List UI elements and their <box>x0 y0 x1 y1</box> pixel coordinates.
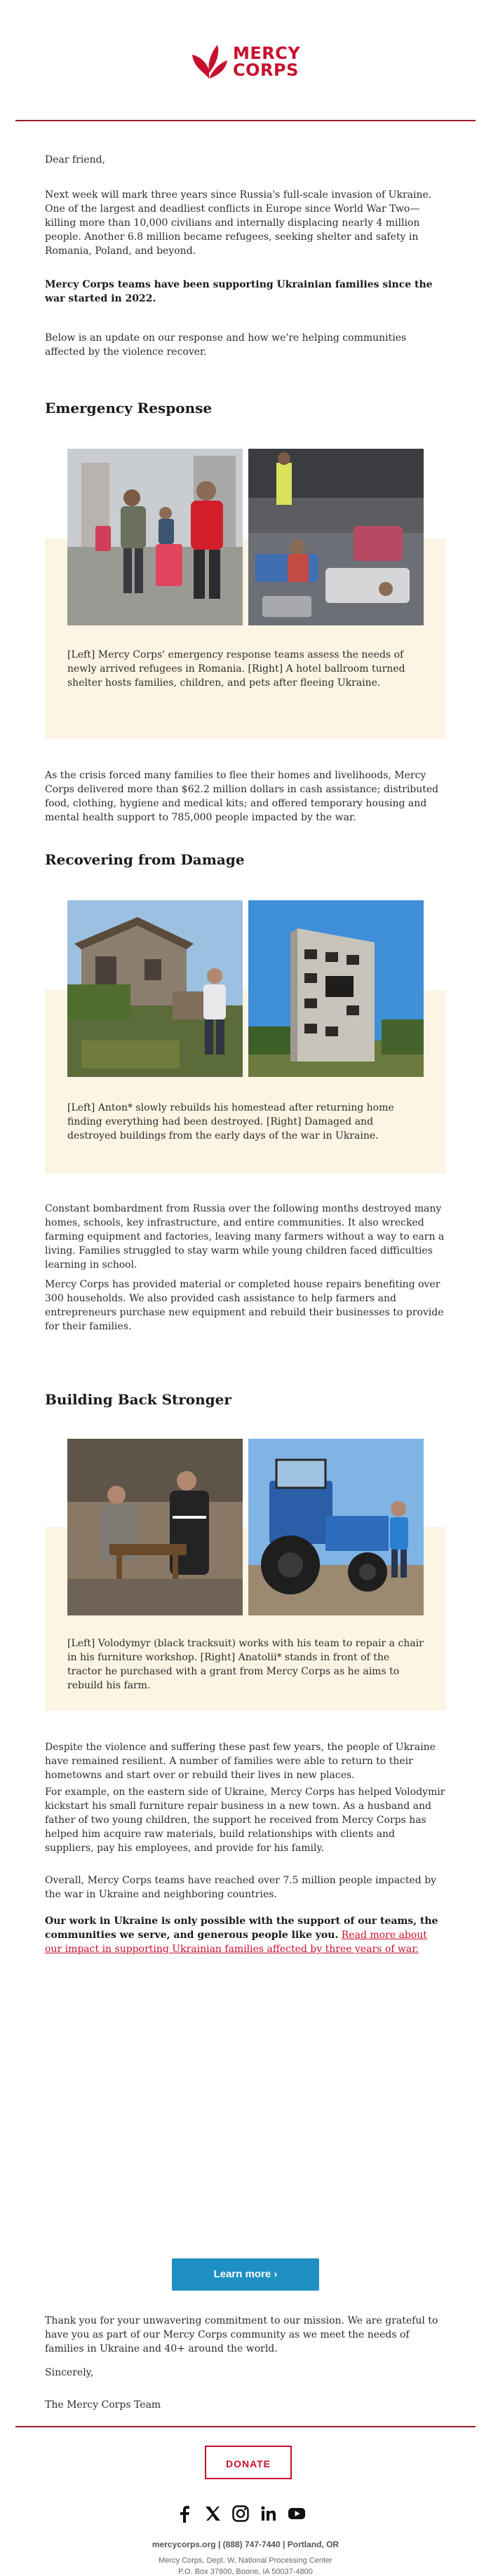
team-signature: The Mercy Corps Team <box>45 2399 161 2411</box>
section3-body-3: Overall, Mercy Corps teams have reached over 7.5 million people impacted by the war in Ukraine and neighboring countries. <box>45 1875 437 1900</box>
section-heading-emergency-response: Emergency Response <box>45 400 213 416</box>
photo-anton-homestead-image <box>67 900 243 1077</box>
photo-damaged-buildings-image <box>248 900 424 1077</box>
facebook-icon[interactable] <box>175 2504 194 2523</box>
section1-body: As the crisis forced many families to flee their homes and livelihoods, Mercy Corps delivered more than $62.2 million dollars in cash assistance; distributed food, clothing, hygiene and medical kits; and offered temporary housing and mental health support to 785,000 people impacted by the war. <box>45 770 439 823</box>
photo-anatolii-tractor-image <box>248 1439 424 1615</box>
intro-paragraph-2: Mercy Corps teams have been supporting Ukrainian families since the war started in 2022. <box>45 279 433 304</box>
donate-button[interactable]: DONATE <box>205 2446 292 2479</box>
footer-divider <box>15 2426 476 2427</box>
photo-refugees-romania-image <box>67 449 243 625</box>
logo-wordmark <box>233 45 300 79</box>
header-divider <box>15 120 476 121</box>
footer-contact: mercycorps.org | (888) 747-7440 | Portland, OR <box>152 2540 339 2549</box>
photo-anton-homestead <box>67 900 243 1077</box>
section2-caption: [Left] Anton* slowly rebuilds his homestead after returning home finding everything had been destroyed. [Right] Damaged and destroyed buildings from the early days of the war in Ukraine. <box>67 1102 394 1141</box>
photo-damaged-buildings <box>248 900 424 1077</box>
logo-word-mercy: MERCY <box>233 43 301 63</box>
photo-volodymyr-workshop-image <box>67 1439 243 1615</box>
instagram-icon[interactable] <box>231 2504 250 2523</box>
learn-more-button[interactable]: Learn more › <box>172 2258 319 2291</box>
greeting: Dear friend, <box>45 154 106 165</box>
footer-address-line-1: Mercy Corps, Dept. W, National Processing Center <box>159 2556 332 2565</box>
section-heading-building-back-stronger: Building Back Stronger <box>45 1391 231 1408</box>
read-more-link[interactable]: Read more about our impact in supporting Ukrainian families affected by three years of war. <box>45 1930 427 1955</box>
footer-address-line-2: P.O. Box 37800, Boone, IA 50037-4800 <box>178 2568 313 2576</box>
linkedin-icon[interactable] <box>260 2504 278 2523</box>
photo-volodymyr-workshop <box>67 1439 243 1615</box>
intro-paragraph-3: Below is an update on our response and how we're helping communities affected by the violence recover. <box>45 332 407 358</box>
section3-body-1: Despite the violence and suffering these past few years, the people of Ukraine have remained resilient. A number of families were able to return to their hometowns and start over or rebuild their lives in new places. <box>45 1742 436 1781</box>
closing-bold-text: Our work in Ukraine is only possible with the support of our teams, the communities we serve, and generous people like you. <box>45 1916 438 1941</box>
x-icon[interactable] <box>203 2504 222 2523</box>
thanks-paragraph: Thank you for your unwavering commitment to our mission. We are grateful to have you as part of our Mercy Corps community as we meet the needs of families in Ukraine and 40+ around the world. <box>45 2315 438 2354</box>
sincerely-text: Sincerely, <box>45 2367 94 2378</box>
photo-refugees-romania <box>67 449 243 625</box>
section1-caption: [Left] Mercy Corps' emergency response teams assess the needs of newly arrived refugees in Romania. [Right] A hotel ballroom turned shelter hosts families, children, and pets after fleeing Ukraine. <box>67 649 405 689</box>
youtube-icon[interactable] <box>288 2504 306 2523</box>
photo-anatolii-tractor <box>248 1439 424 1615</box>
section-heading-recovering-from-damage: Recovering from Damage <box>45 851 245 868</box>
section3-closing <box>45 1914 446 1956</box>
section3-body-2: For example, on the eastern side of Ukraine, Mercy Corps has helped Volodymir kickstart his small furniture repair business in a new town. As a husband and father of two young children, the support he received from Mercy Corps has helped him acquire raw materials, build relationships with clients and suppliers, pay his employees, and provide for his family. <box>45 1787 445 1854</box>
photo-hotel-ballroom-shelter <box>248 449 424 625</box>
section2-body-1: Constant bombardment from Russia over the following months destroyed many homes, schools, key infrastructure, and entire communities. It also wrecked farming equipment and factories, leaving many farmers without a way to earn a living. Families struggled to stay warm while young children faced difficulties learning in school. <box>45 1203 445 1270</box>
section2-body-2: Mercy Corps has provided material or completed house repairs benefiting over 300 households. We also provided cash assistance to help farmers and entrepreneurs purchase new equipment and rebuild their businesses to provide for their families. <box>45 1279 444 1332</box>
photo-hotel-ballroom-shelter-image <box>248 449 424 625</box>
logo-word-corps: CORPS <box>233 60 299 80</box>
section3-caption: [Left] Volodymyr (black tracksuit) works with his team to repair a chair in his furniture workshop. [Right] Anatolii* stands in front of the tractor he purchased with a grant from Mercy Corps as he aims to rebuild his farm. <box>67 1638 424 1691</box>
mercy-corps-leaf-icon <box>189 43 229 80</box>
mercy-corps-logo[interactable] <box>184 42 310 84</box>
intro-paragraph-1: Next week will mark three years since Russia's full-scale invasion of Ukraine. One of the largest and deadliest conflicts in Europe since World War Two—killing more than 10,000 civilians and internally displacing nearly 4 million people. Another 6.8 million became refugees, seeking shelter and safety in Romania, Poland, and beyond. <box>45 189 432 257</box>
